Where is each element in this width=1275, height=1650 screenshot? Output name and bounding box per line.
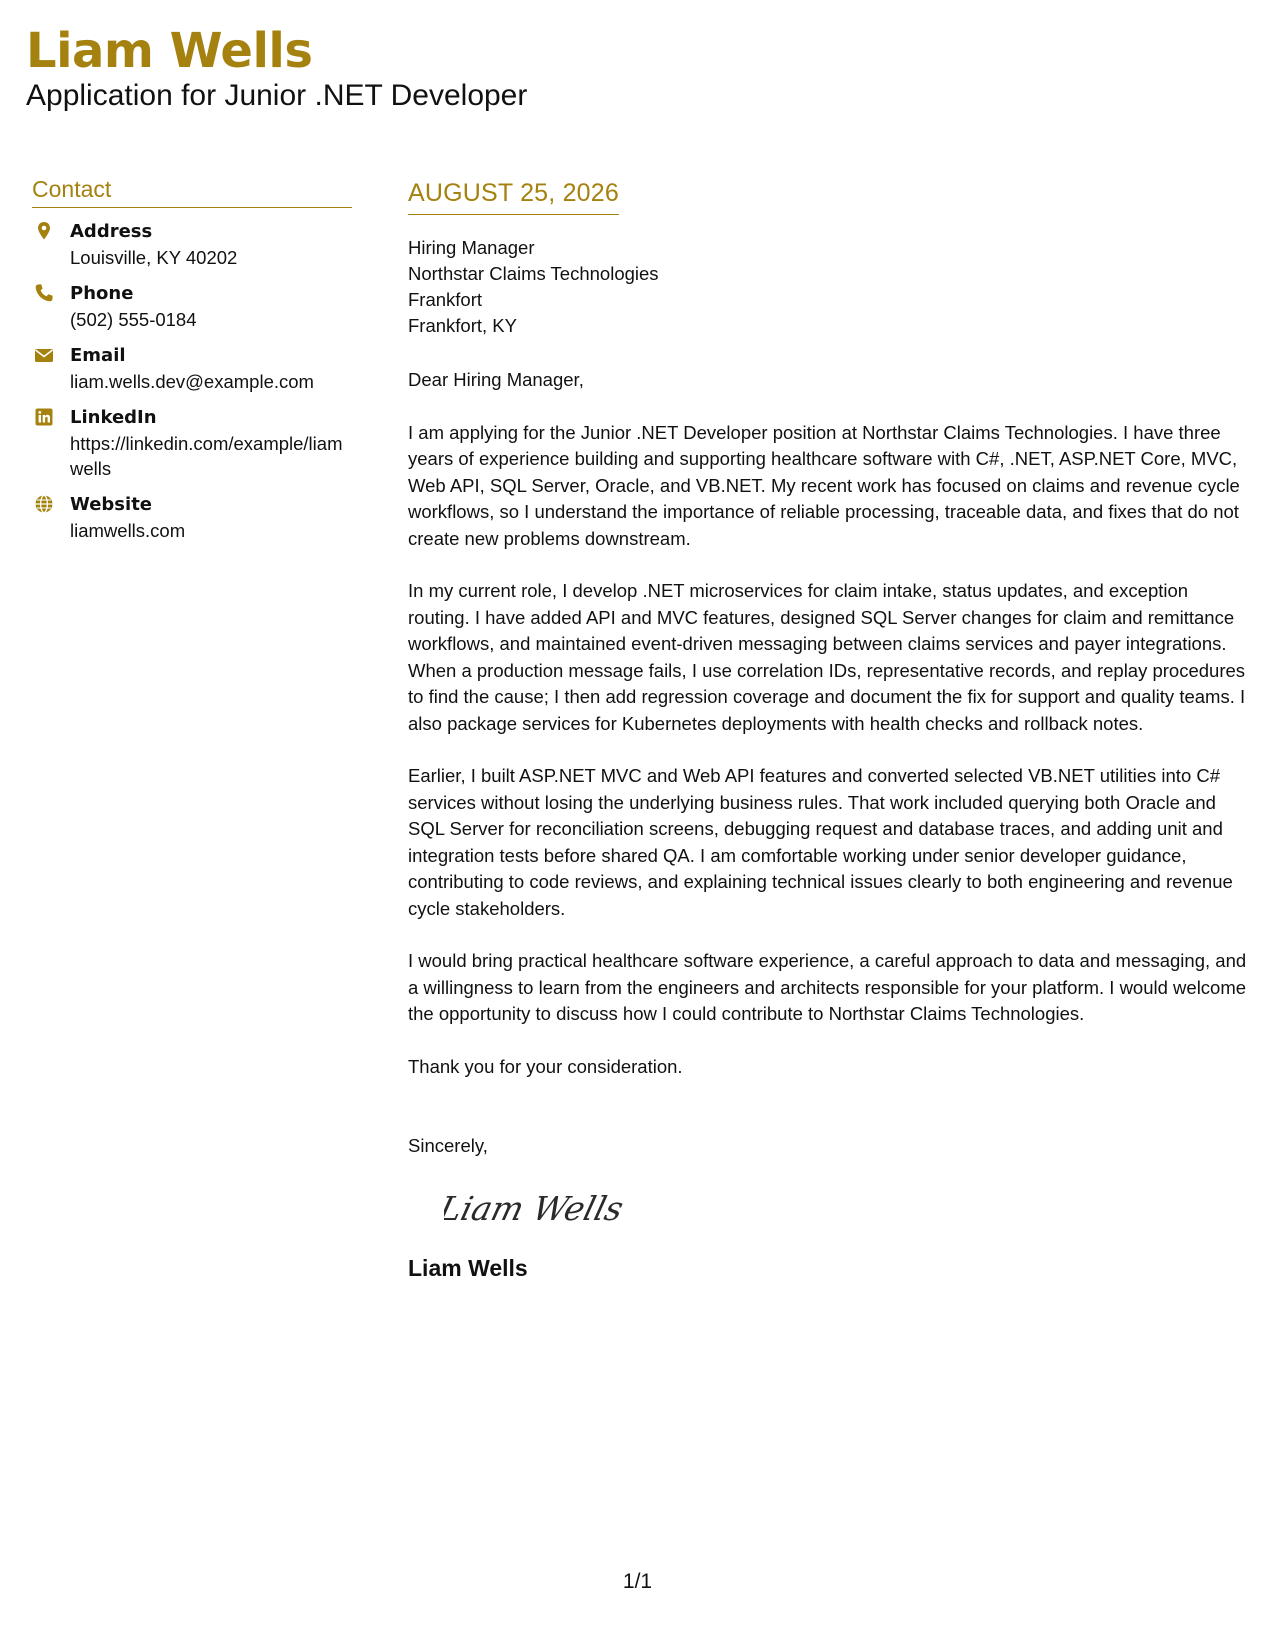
- email-value[interactable]: liam.wells.dev@example.com: [70, 371, 314, 392]
- contact-item-email: [32, 343, 352, 394]
- map-pin-icon: [34, 221, 54, 241]
- body-paragraph: I would bring practical healthcare software experience, a careful approach to data and messaging, and a willingness to learn from the engineers and architects responsible for your platform. I would welcome the opportunity to discuss how I could contribute to Northstar Claims Technologies.: [408, 950, 1247, 1024]
- email-label: Email: [70, 345, 126, 366]
- contact-item-address: [32, 219, 352, 270]
- letter-body: [408, 178, 1248, 1283]
- signer-name: Liam Wells: [408, 1255, 528, 1281]
- recipient-line: Frankfort: [408, 289, 483, 310]
- website-value[interactable]: liamwells.com: [70, 520, 186, 541]
- closing-thanks: Thank you for your consideration.: [408, 1055, 683, 1077]
- recipient-line: Frankfort, KY: [408, 315, 517, 336]
- address-value: Louisville, KY 40202: [70, 247, 238, 268]
- contact-heading: Contact: [32, 174, 352, 208]
- body-paragraph: I am applying for the Junior .NET Developer position at Northstar Claims Technologies. I have three years of experience building and supporting healthcare software with C#, .NET, ASP.NET Core, MVC, Web API, SQL Server, Oracle, and VB.NET. My recent work has focused on claims and revenue cycle workflows, so I understand the importance of reliable processing, traceable data, and fixes that do not create new problems downstream.: [408, 421, 1240, 549]
- website-label: Website: [70, 494, 153, 515]
- application-subtitle: Application for Junior .NET Developer: [26, 79, 528, 112]
- body-paragraph: Earlier, I built ASP.NET MVC and Web API features and converted selected VB.NET utilities into C# services without losing the underlying business rules. That work included querying both Oracle and SQL Server for reconciliation screens, debugging request and database traces, and adding unit and integration tests before shared QA. I am comfortable working under senior developer guidance, contributing to code reviews, and explaining technical issues clearly to both engineering and revenue cycle stakeholders.: [408, 765, 1233, 919]
- contact-item-linkedin: [32, 405, 352, 481]
- letter-date: AUGUST 25, 2026: [408, 179, 619, 207]
- page-number: 1/1: [622, 1570, 653, 1593]
- phone-label: Phone: [70, 283, 134, 304]
- linkedin-label: LinkedIn: [70, 407, 157, 428]
- contact-item-website: [32, 492, 352, 543]
- recipient-line: Hiring Manager: [408, 237, 535, 258]
- contact-sidebar: [32, 174, 352, 543]
- signoff: Sincerely,: [408, 1135, 488, 1156]
- letter-header: [26, 22, 527, 114]
- body-paragraph: In my current role, I develop .NET microservices for claim intake, status updates, and exception routing. I have added API and MVC features, designed SQL Server changes for claim and remittance workflows, and maintained event-driven messaging between claims services and payer integrations. When a production message fails, I use correlation IDs, representative records, and replay procedures to find the cause; I then add regression coverage and document the fix for support and quality teams. I also package services for Kubernetes deployments with health checks and rollback notes.: [408, 580, 1246, 734]
- recipient-line: Northstar Claims Technologies: [408, 263, 659, 284]
- contact-item-phone: [32, 281, 352, 332]
- phone-icon: [34, 283, 54, 303]
- linkedin-value[interactable]: https://linkedin.com/example/liamwells: [70, 433, 343, 479]
- linkedin-icon: [34, 407, 54, 427]
- globe-icon: [34, 494, 54, 514]
- handwritten-signature: [444, 1176, 644, 1236]
- salutation: Dear Hiring Manager,: [408, 369, 584, 390]
- envelope-icon: [34, 345, 54, 365]
- date-block: [408, 178, 619, 215]
- address-label: Address: [70, 221, 153, 242]
- phone-value: (502) 555-0184: [70, 309, 197, 330]
- applicant-name: Liam Wells: [26, 23, 313, 79]
- svg-text:Liam Wells: Liam Wells: [444, 1188, 628, 1228]
- recipient-block: [408, 235, 1248, 339]
